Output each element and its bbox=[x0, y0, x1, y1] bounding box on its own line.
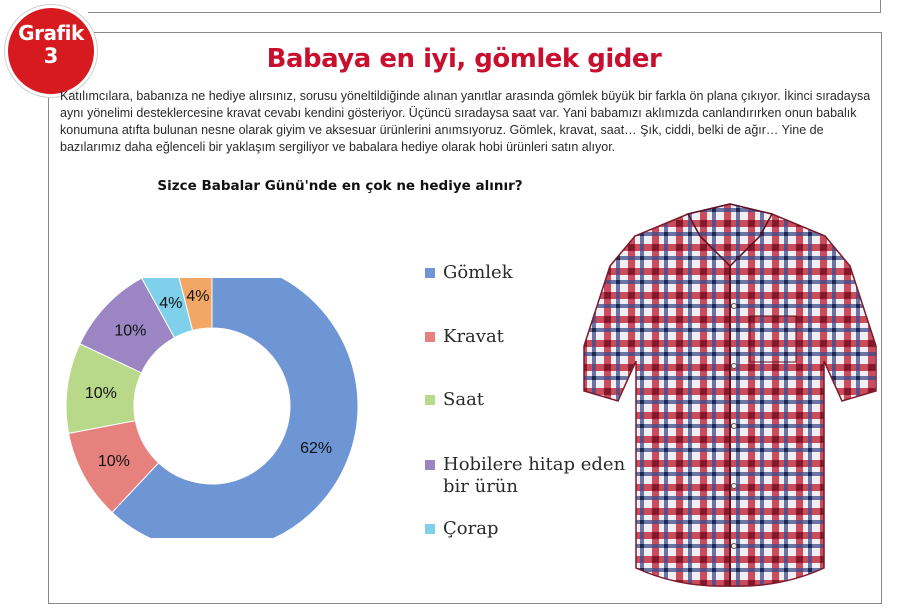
legend-item bbox=[425, 389, 484, 411]
legend-item bbox=[425, 262, 513, 284]
top-divider bbox=[88, 0, 881, 13]
slice-data-label: 10% bbox=[84, 384, 117, 402]
legend-swatch bbox=[425, 524, 435, 534]
slice-data-label: 4% bbox=[186, 287, 210, 305]
legend-label: Saat bbox=[443, 389, 485, 410]
shirt-pocket bbox=[750, 316, 796, 362]
chart-title: Sizce Babalar Günü'nde en çok ne hediye alınır? bbox=[157, 178, 523, 194]
legend-swatch bbox=[425, 395, 435, 405]
slice-data-label: 62% bbox=[300, 440, 333, 458]
shirt-button bbox=[732, 544, 737, 549]
donut-chart bbox=[65, 278, 365, 538]
shirt-button bbox=[732, 364, 737, 369]
badge-number: 3 bbox=[43, 44, 59, 68]
shirt-button bbox=[732, 304, 737, 309]
page-title: Babaya en iyi, gömlek gider bbox=[266, 44, 662, 74]
legend-label: Kravat bbox=[443, 326, 504, 347]
badge-word: Grafik bbox=[18, 21, 84, 45]
slice-data-label: 10% bbox=[97, 452, 130, 470]
legend-swatch bbox=[425, 332, 435, 342]
legend-label: Gömlek bbox=[443, 262, 513, 283]
shirt-button bbox=[732, 484, 737, 489]
shirt-button bbox=[732, 424, 737, 429]
legend-label: Çorap bbox=[443, 518, 499, 539]
donut-slices bbox=[66, 278, 358, 538]
legend-swatch bbox=[425, 268, 435, 278]
legend-item bbox=[425, 518, 498, 540]
legend-item bbox=[425, 326, 504, 348]
legend-swatch bbox=[425, 460, 435, 470]
intro-paragraph: Katılımcılara, babanıza ne hediye alırsınız, sorusu yöneltildiğinde alınan yanıtlar arasında gömlek büyük bir farkla ön plana çıkıyor. İkinci sıradaysa aynı yönelimi desteklercesine kravat cevabı kendini gösteriyor. Üçüncü sıradaysa saat var. Yani babamızı aklımızda canlandırırken onun babalık konumuna atıfta bulunan nesne olarak giyim ve aksesuar ürünlerini anımsıyoruz. Gömlek, kravat, saat… Şık, ciddi, belki de ağır… Yine de bazılarımız daha eğlenceli bir yaklaşım sergiliyor ve babalara hediye olarak hobi ürünleri satın alıyor. bbox=[60, 89, 871, 154]
slice-data-label: 10% bbox=[114, 322, 147, 340]
slice-data-label: 4% bbox=[159, 294, 183, 312]
legend-label: Hobilere hitap eden bir ürün bbox=[443, 454, 626, 497]
plaid-shirt-image bbox=[580, 196, 880, 591]
